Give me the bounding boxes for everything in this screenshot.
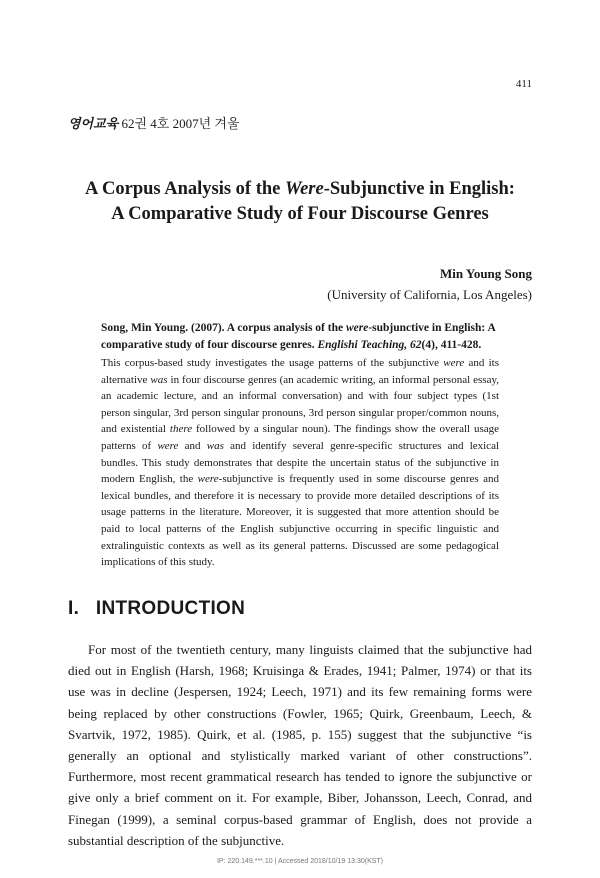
title-line-1	[0, 177, 600, 202]
journal-issue: 62권 4호 2007년 겨울	[121, 116, 240, 131]
title-text: -Subjunctive in English:	[323, 179, 515, 199]
citation-italic: were	[345, 322, 369, 334]
abstract-text: -subjunctive is frequently used in some discourse genres and lexical bundles, and therefore it is necessary to provide more detailed descriptions of its usage patterns in the literature. Moreover, it is suggested that more attention should be paid to local patterns of the English subjunctive occurring in specific linguistic and extralinguistic contexts as well as its general patterns. Discussed are some pedagogical implications of this study.	[101, 473, 500, 569]
title-text: A Corpus Analysis of the	[85, 179, 285, 199]
title-italic: Were	[285, 179, 324, 199]
page-number: 411	[515, 78, 532, 90]
introduction-paragraph: For most of the twentieth century, many linguists claimed that the subjunctive had died out in English (Harsh, 1968; Kruisinga & Erades, 1941; Palmer, 1974) or that its use was in decline (Jespersen, 1924; Leech, 1971) and its few remaining forms were being replaced by other constructions (Fowler, 1965; Quirk, Greenbaum, Leech, & Svartvik, 1972, 1985). Quirk, et al. (1985, p. 155) suggest that the subjunctive “is generally an optional and stylistically marked variant of other constructions”. Furthermore, most recent grammatical research has tended to ignore the subjunctive or give only a brief comment on it. For example, Biber, Johansson, Leech, Conrad, and Finegan (1999), a seminal corpus-based grammar of English, does not provide a substantial description of the subjunctive.	[68, 642, 532, 848]
journal-name: 영어교육	[68, 116, 119, 131]
citation-text: -subjunctive in English: A comparative study of four discourse genres.	[101, 322, 496, 351]
section-heading: I. INTRODUCTION	[68, 598, 246, 619]
abstract-italic: were	[443, 357, 465, 369]
abstract	[101, 355, 499, 571]
abstract-text: followed by a singular noun). The findings show the overall usage patterns of	[101, 423, 499, 452]
abstract-text: in four discourse genres (an academic writing, an informal personal essay, an academic lecture, and an informal conversation) and with four subject types (1st person singular, 3rd person singular pronouns, 3rd person singular proper/common nouns, and existential	[101, 373, 499, 436]
citation	[101, 320, 499, 354]
author-name: Min Young Song	[440, 266, 532, 281]
citation-text: Song, Min Young. (2007). A corpus analysis of the	[101, 322, 346, 334]
citation-text: (4), 411-428.	[421, 339, 482, 351]
citation-italic: Englishi Teaching, 62	[317, 339, 422, 351]
abstract-italic: were	[157, 439, 179, 452]
abstract-italic: was	[206, 439, 224, 452]
author-affiliation: (University of California, Los Angeles)	[327, 287, 532, 302]
title-line-2: A Comparative Study of Four Discourse Genres	[111, 204, 489, 224]
abstract-italic: there	[169, 423, 193, 436]
access-footer: IP: 220.149.***.10 | Accessed 2018/10/19 13:30(KST)	[216, 858, 384, 865]
paper-title	[0, 177, 600, 227]
abstract-italic: was	[150, 373, 168, 386]
journal-header	[68, 113, 240, 132]
abstract-text: and identify several genre-specific structures and lexical bundles. This study demonstrates that despite the uncertain status of the subjunctive in modern English, the	[101, 439, 500, 486]
abstract-italic: were	[197, 473, 219, 486]
abstract-text: and its alternative	[101, 357, 499, 386]
abstract-text: and	[178, 439, 207, 452]
abstract-text: This corpus-based study investigates the usage patterns of the subjunctive	[101, 357, 444, 369]
